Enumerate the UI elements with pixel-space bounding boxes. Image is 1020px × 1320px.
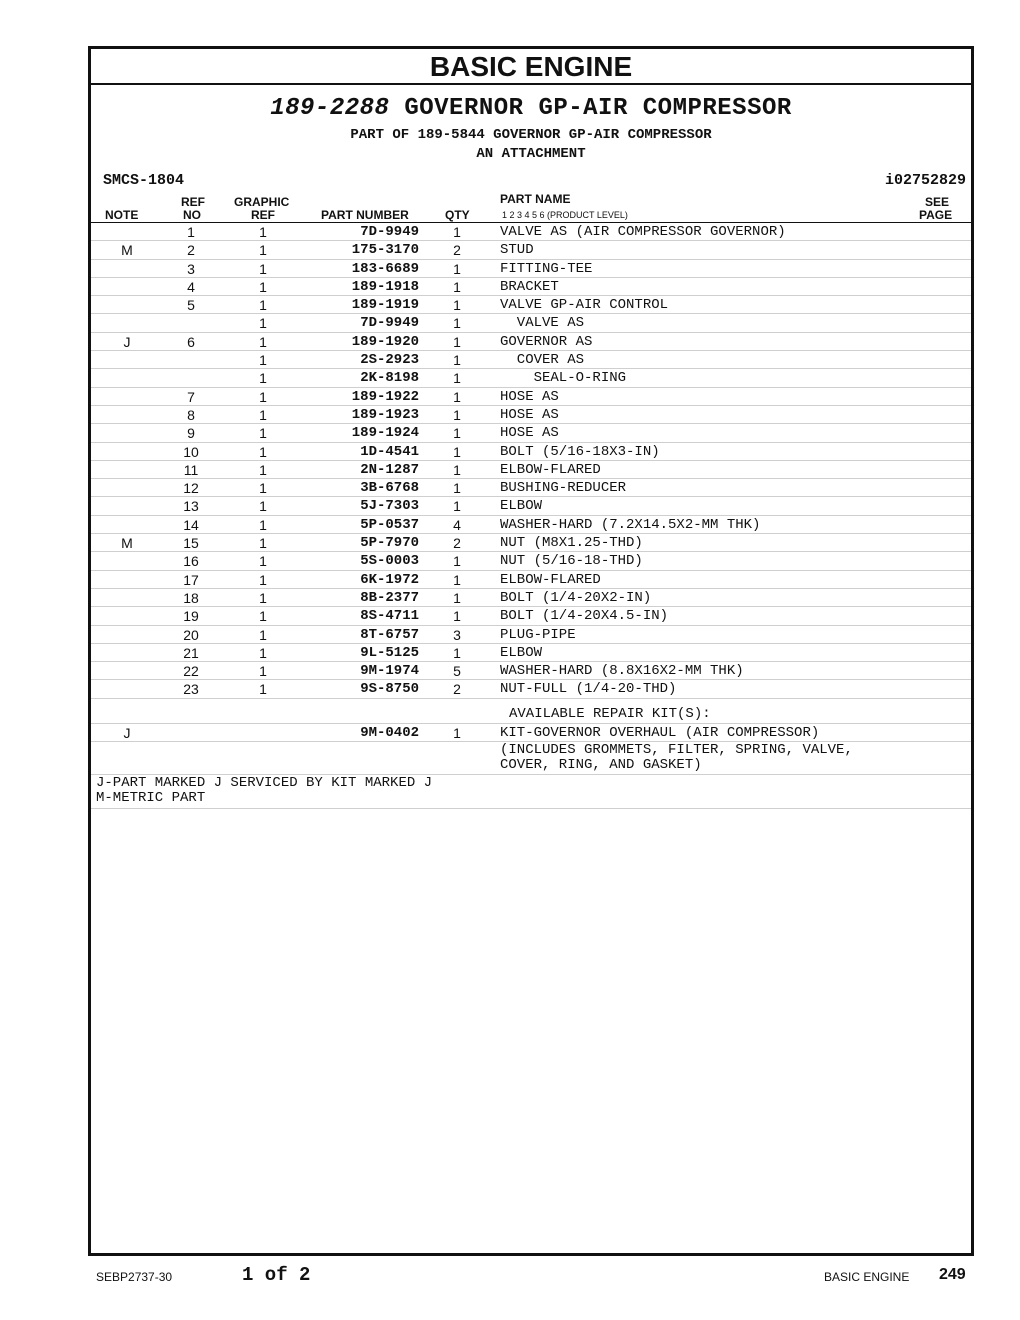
- row-qty: 1: [453, 224, 461, 240]
- header-see-1: SEE: [925, 195, 950, 209]
- row-qty: 1: [453, 589, 461, 606]
- header-graphic-2: REF: [251, 208, 275, 222]
- row-part-number: 189-1924: [351, 425, 419, 442]
- row-ref-no: 3: [187, 260, 195, 277]
- row-part-number: 5J-7303: [360, 498, 419, 515]
- row-ref-no: 18: [183, 589, 199, 606]
- row-ref-no: 12: [183, 480, 199, 497]
- repair-kit-heading: AVAILABLE REPAIR KIT(S):: [509, 705, 711, 722]
- row-note: M: [121, 242, 133, 259]
- row-part-name: HOSE AS: [500, 388, 559, 405]
- header-ref-1: REF: [181, 195, 205, 209]
- title-number: 189-2288: [270, 95, 390, 122]
- row-qty: 2: [453, 681, 461, 698]
- row-qty: 1: [453, 498, 461, 515]
- header-ref-2: NO: [183, 208, 201, 222]
- row-part-name: VALVE AS: [500, 315, 585, 332]
- note-m: M-METRIC PART: [96, 790, 206, 807]
- row-part-number: 189-1923: [351, 406, 419, 423]
- row-part-name: NUT (5/16-18-THD): [500, 553, 643, 570]
- row-part-name: NUT (M8X1.25-THD): [500, 535, 643, 552]
- row-graphic-ref: 1: [259, 333, 267, 350]
- row-qty: 2: [453, 535, 461, 552]
- table-row: [91, 260, 971, 278]
- row-part-number: 9L-5125: [360, 644, 419, 661]
- repair-kit-row: [91, 724, 971, 742]
- row-qty: 1: [453, 315, 461, 332]
- row-part-name: SEAL-O-RING: [500, 370, 627, 387]
- row-part-name: PLUG-PIPE: [500, 626, 576, 643]
- row-part-name: FITTING-TEE: [500, 260, 593, 277]
- table-row: [91, 333, 971, 351]
- table-row: [91, 626, 971, 644]
- row-graphic-ref: 1: [259, 388, 267, 405]
- table-row: [91, 241, 971, 259]
- row-ref-no: 13: [183, 498, 199, 515]
- header-part-name: PART NAME: [500, 192, 571, 206]
- row-qty: 1: [453, 370, 461, 387]
- notes-block: [91, 775, 971, 809]
- row-part-name: GOVERNOR AS: [500, 333, 593, 350]
- row-part-number: 6K-1972: [360, 571, 419, 588]
- row-part-number: 175-3170: [351, 242, 419, 259]
- row-part-name: VALVE AS (AIR COMPRESSOR GOVERNOR): [500, 224, 786, 240]
- row-qty: 1: [453, 461, 461, 478]
- illustration-id: i02752829: [884, 172, 966, 189]
- row-part-number: 3B-6768: [360, 480, 419, 497]
- row-qty: 1: [453, 352, 461, 369]
- kit-part-number: 9M-0402: [360, 724, 419, 741]
- row-part-name: ELBOW: [500, 498, 543, 515]
- row-part-name: BOLT (5/16-18X3-IN): [500, 443, 660, 460]
- row-qty: 1: [453, 406, 461, 423]
- table-row: [91, 534, 971, 552]
- note-j: J-PART MARKED J SERVICED BY KIT MARKED J: [96, 775, 433, 792]
- subtitle-part-of: PART OF 189-5844 GOVERNOR GP-AIR COMPRESSOR: [350, 127, 712, 143]
- footer-section: BASIC ENGINE: [824, 1270, 910, 1284]
- row-graphic-ref: 1: [259, 663, 267, 680]
- row-part-number: 189-1922: [351, 388, 419, 405]
- table-row: [91, 296, 971, 314]
- row-qty: 1: [453, 425, 461, 442]
- row-graphic-ref: 1: [259, 315, 267, 332]
- row-graphic-ref: 1: [259, 224, 267, 240]
- row-qty: 2: [453, 242, 461, 259]
- row-part-number: 189-1919: [351, 297, 419, 314]
- row-ref-no: 5: [187, 297, 195, 314]
- document-title: [91, 95, 971, 122]
- footer-page-of: 1 of 2: [242, 1264, 311, 1286]
- row-ref-no: 14: [183, 516, 199, 533]
- row-graphic-ref: 1: [259, 370, 267, 387]
- row-graphic-ref: 1: [259, 443, 267, 460]
- row-graphic-ref: 1: [259, 406, 267, 423]
- row-part-name: WASHER-HARD (8.8X16X2-MM THK): [500, 663, 744, 680]
- row-ref-no: 9: [187, 425, 195, 442]
- table-row: [91, 516, 971, 534]
- row-part-number: 5P-7970: [360, 535, 419, 552]
- row-graphic-ref: 1: [259, 571, 267, 588]
- row-ref-no: 16: [183, 553, 199, 570]
- row-ref-no: 4: [187, 278, 195, 295]
- row-part-number: 2N-1287: [360, 461, 419, 478]
- table-row: [91, 662, 971, 680]
- table-row: [91, 497, 971, 515]
- table-row: [91, 424, 971, 442]
- footer-doc-number: SEBP2737-30: [96, 1270, 173, 1284]
- row-ref-no: 15: [183, 535, 199, 552]
- row-graphic-ref: 1: [259, 461, 267, 478]
- header-note: NOTE: [105, 208, 139, 222]
- title-text: GOVERNOR GP-AIR COMPRESSOR: [404, 95, 792, 122]
- row-part-number: 5P-0537: [360, 516, 419, 533]
- row-part-number: 7D-9949: [360, 315, 419, 332]
- kit-qty: 1: [453, 724, 461, 741]
- row-qty: 1: [453, 571, 461, 588]
- repair-kit-heading-row: [91, 699, 971, 724]
- row-qty: 1: [453, 260, 461, 277]
- row-part-name: NUT-FULL (1/4-20-THD): [500, 681, 677, 698]
- row-ref-no: 10: [183, 443, 199, 460]
- row-part-name: BOLT (1/4-20X2-IN): [500, 589, 652, 606]
- row-qty: 1: [453, 278, 461, 295]
- row-ref-no: 2: [187, 242, 195, 259]
- row-part-name: STUD: [500, 242, 534, 259]
- table-row: [91, 278, 971, 296]
- row-ref-no: 23: [183, 681, 199, 698]
- table-row: [91, 461, 971, 479]
- header-product-level: 1 2 3 4 5 6 (PRODUCT LEVEL): [502, 210, 628, 220]
- id-line: [91, 170, 971, 192]
- table-row: [91, 314, 971, 332]
- row-note: J: [123, 333, 131, 350]
- row-graphic-ref: 1: [259, 681, 267, 698]
- row-graphic-ref: 1: [259, 425, 267, 442]
- row-part-number: 1D-4541: [360, 443, 419, 460]
- row-graphic-ref: 1: [259, 260, 267, 277]
- footer-page-number: 249: [939, 1266, 966, 1283]
- row-part-number: 8T-6757: [360, 626, 419, 643]
- section-title: BASIC ENGINE: [91, 49, 971, 85]
- table-row: [91, 571, 971, 589]
- kit-note: J: [123, 724, 131, 741]
- row-ref-no: 20: [183, 626, 199, 643]
- row-part-name: ELBOW: [500, 644, 543, 661]
- row-ref-no: 1: [187, 224, 195, 240]
- row-part-number: 5S-0003: [360, 553, 419, 570]
- row-ref-no: 6: [187, 333, 195, 350]
- row-qty: 3: [453, 626, 461, 643]
- row-qty: 1: [453, 553, 461, 570]
- row-part-name: ELBOW-FLARED: [500, 571, 601, 588]
- row-part-name: WASHER-HARD (7.2X14.5X2-MM THK): [500, 516, 761, 533]
- row-graphic-ref: 1: [259, 608, 267, 625]
- row-part-number: 189-1918: [351, 278, 419, 295]
- row-part-number: 7D-9949: [360, 224, 419, 240]
- repair-kit-description: [91, 742, 971, 775]
- header-see-2: PAGE: [919, 208, 953, 222]
- smcs-code: SMCS-1804: [103, 172, 185, 189]
- row-ref-no: 22: [183, 663, 199, 680]
- row-ref-no: 19: [183, 608, 199, 625]
- table-row: [91, 388, 971, 406]
- row-part-name: VALVE GP-AIR CONTROL: [500, 297, 669, 314]
- row-ref-no: 21: [183, 644, 199, 661]
- row-graphic-ref: 1: [259, 516, 267, 533]
- subtitle-attachment: AN ATTACHMENT: [476, 146, 586, 162]
- row-qty: 1: [453, 333, 461, 350]
- row-ref-no: 7: [187, 388, 195, 405]
- row-part-name: HOSE AS: [500, 406, 559, 423]
- table-row: [91, 644, 971, 662]
- row-graphic-ref: 1: [259, 352, 267, 369]
- row-part-number: 183-6689: [351, 260, 419, 277]
- row-graphic-ref: 1: [259, 535, 267, 552]
- row-part-number: 9S-8750: [360, 681, 419, 698]
- row-part-number: 2S-2923: [360, 352, 419, 369]
- header-qty: QTY: [445, 208, 470, 222]
- row-graphic-ref: 1: [259, 553, 267, 570]
- table-row: [91, 223, 971, 241]
- row-part-number: 9M-1974: [360, 663, 419, 680]
- row-ref-no: 8: [187, 406, 195, 423]
- row-qty: 1: [453, 388, 461, 405]
- table-row: [91, 552, 971, 570]
- table-row: [91, 680, 971, 698]
- row-note: M: [121, 535, 133, 552]
- table-row: [91, 369, 971, 387]
- row-qty: 1: [453, 443, 461, 460]
- row-qty: 1: [453, 608, 461, 625]
- row-ref-no: 17: [183, 571, 199, 588]
- parts-table-body: [91, 223, 971, 699]
- kit-name: KIT-GOVERNOR OVERHAUL (AIR COMPRESSOR): [500, 724, 820, 741]
- row-graphic-ref: 1: [259, 644, 267, 661]
- table-row: [91, 443, 971, 461]
- row-qty: 1: [453, 480, 461, 497]
- row-part-name: BUSHING-REDUCER: [500, 480, 627, 497]
- row-ref-no: 11: [183, 461, 199, 478]
- row-graphic-ref: 1: [259, 626, 267, 643]
- row-qty: 1: [453, 297, 461, 314]
- row-graphic-ref: 1: [259, 498, 267, 515]
- row-part-name: BRACKET: [500, 278, 559, 295]
- row-qty: 1: [453, 644, 461, 661]
- header-graphic-1: GRAPHIC: [234, 195, 290, 209]
- row-graphic-ref: 1: [259, 480, 267, 497]
- table-row: [91, 479, 971, 497]
- kit-desc-line-2: COVER, RING, AND GASKET): [500, 757, 702, 774]
- row-part-name: ELBOW-FLARED: [500, 461, 601, 478]
- table-header: [91, 192, 971, 223]
- table-row: [91, 406, 971, 424]
- table-row: [91, 589, 971, 607]
- row-graphic-ref: 1: [259, 242, 267, 259]
- row-part-number: 189-1920: [351, 333, 419, 350]
- row-graphic-ref: 1: [259, 278, 267, 295]
- row-part-number: 8B-2377: [360, 589, 419, 606]
- row-qty: 4: [453, 516, 461, 533]
- row-graphic-ref: 1: [259, 589, 267, 606]
- header-part-number: PART NUMBER: [321, 208, 409, 222]
- page-frame: [88, 46, 974, 1256]
- table-row: [91, 607, 971, 625]
- row-part-name: HOSE AS: [500, 425, 559, 442]
- row-part-name: COVER AS: [500, 352, 585, 369]
- row-graphic-ref: 1: [259, 297, 267, 314]
- kit-desc-line-1: (INCLUDES GROMMETS, FILTER, SPRING, VALVE,: [500, 742, 853, 759]
- table-row: [91, 351, 971, 369]
- row-part-name: BOLT (1/4-20X4.5-IN): [500, 608, 669, 625]
- page-footer: [0, 1262, 1020, 1292]
- row-part-number: 8S-4711: [360, 608, 419, 625]
- row-part-number: 2K-8198: [360, 370, 419, 387]
- row-qty: 5: [453, 663, 461, 680]
